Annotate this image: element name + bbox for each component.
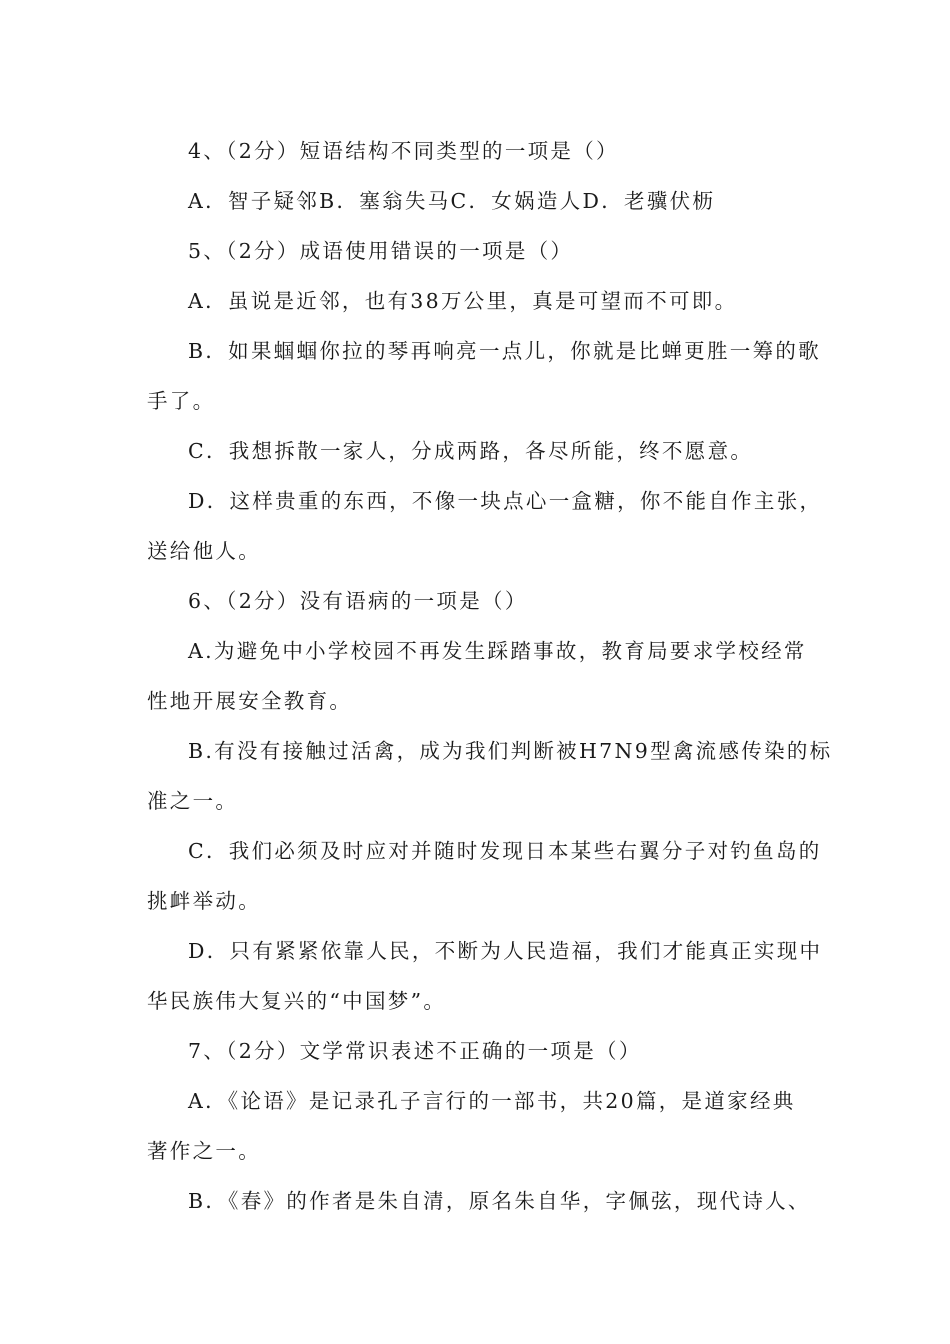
question-6-option-c-continued: 挑衅举动。 <box>147 889 261 913</box>
question-5-option-b-continued: 手了。 <box>147 389 216 413</box>
question-4-options: A．智子疑邻B．塞翁失马C．女娲造人D．老骥伏枥 <box>188 189 716 213</box>
question-5-option-c: C．我想拆散一家人，分成两路，各尽所能，终不愿意。 <box>188 439 754 463</box>
question-6-option-a: A.为避免中小学校园不再发生踩踏事故，教育局要求学校经常 <box>188 639 807 663</box>
question-6-option-d: D．只有紧紧依靠人民，不断为人民造福，我们才能真正实现中 <box>188 939 823 963</box>
question-6-stem: 6、（2分）没有语病的一项是（） <box>188 589 528 613</box>
question-5-option-d-continued: 送给他人。 <box>147 539 261 563</box>
question-4-stem: 4、（2分）短语结构不同类型的一项是（） <box>188 139 619 163</box>
question-7-stem: 7、（2分）文学常识表述不正确的一项是（） <box>188 1039 642 1063</box>
question-5-option-b: B．如果蝈蝈你拉的琴再响亮一点儿，你就是比蝉更胜一筹的歌 <box>188 339 821 363</box>
question-5-stem: 5、（2分）成语使用错误的一项是（） <box>188 239 574 263</box>
question-5-option-a: A．虽说是近邻，也有38万公里，真是可望而不可即。 <box>188 289 738 313</box>
question-6-option-a-continued: 性地开展安全教育。 <box>147 689 353 713</box>
question-5-option-d: D．这样贵重的东西，不像一块点心一盒糖，你不能自作主张， <box>188 489 823 513</box>
question-7-option-a: A．《论语》是记录孔子言行的一部书，共20篇，是道家经典 <box>188 1089 796 1113</box>
question-6-option-c: C．我们必须及时应对并随时发现日本某些右翼分子对钓鱼岛的 <box>188 839 822 863</box>
question-6-option-b-continued: 准之一。 <box>147 789 239 813</box>
question-6-option-b: B.有没有接触过活禽，成为我们判断被H7N9型禽流感传染的标 <box>188 739 833 763</box>
question-6-option-d-continued: 华民族伟大复兴的“中国梦”。 <box>147 989 447 1013</box>
question-7-option-b: B．《春》的作者是朱自清，原名朱自华，字佩弦，现代诗人、 <box>188 1189 811 1213</box>
question-7-option-a-continued: 著作之一。 <box>147 1139 261 1163</box>
